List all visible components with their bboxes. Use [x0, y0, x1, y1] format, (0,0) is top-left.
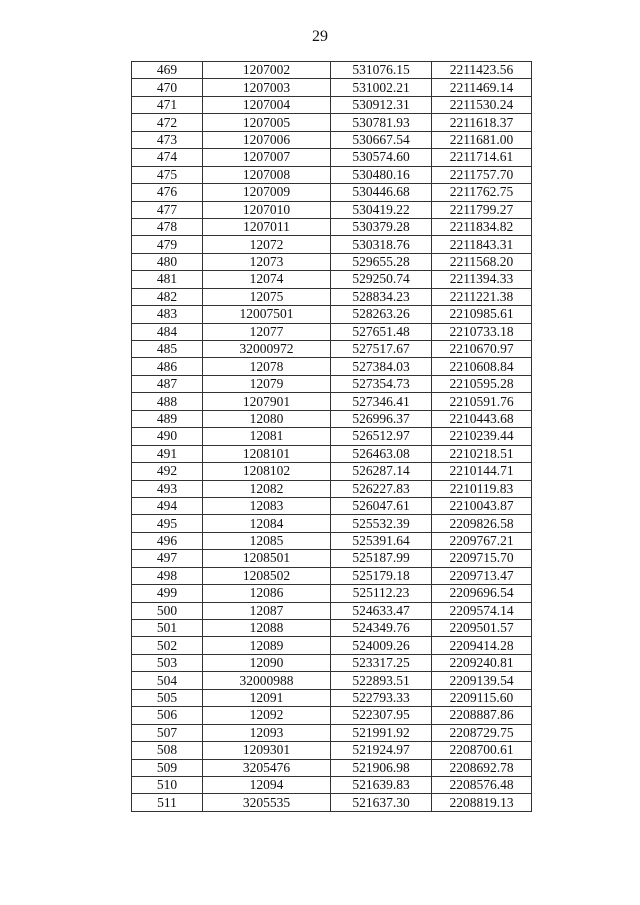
y-coordinate-cell: 2211762.75 [432, 184, 532, 201]
y-coordinate-cell: 2208819.13 [432, 794, 532, 811]
table-row [132, 689, 532, 706]
x-coordinate-cell: 526227.83 [331, 480, 432, 497]
table-row [132, 602, 532, 619]
point-id-cell: 12088 [203, 620, 331, 637]
table-row [132, 218, 532, 235]
table-row [132, 480, 532, 497]
page-number: 29 [312, 28, 328, 45]
table-row [132, 707, 532, 724]
point-id-cell: 12072 [203, 236, 331, 253]
table-row [132, 742, 532, 759]
table-row [132, 393, 532, 410]
x-coordinate-cell: 526512.97 [331, 428, 432, 445]
x-coordinate-cell: 526047.61 [331, 497, 432, 514]
point-id-cell: 12074 [203, 271, 331, 288]
point-id-cell: 1207010 [203, 201, 331, 218]
row-index-cell: 476 [132, 184, 203, 201]
x-coordinate-cell: 526463.08 [331, 445, 432, 462]
x-coordinate-cell: 524633.47 [331, 602, 432, 619]
x-coordinate-cell: 521906.98 [331, 759, 432, 776]
x-coordinate-cell: 527651.48 [331, 323, 432, 340]
x-coordinate-cell: 521639.83 [331, 776, 432, 793]
point-id-cell: 1207003 [203, 79, 331, 96]
x-coordinate-cell: 529250.74 [331, 271, 432, 288]
point-id-cell: 1207007 [203, 149, 331, 166]
y-coordinate-cell: 2211568.20 [432, 253, 532, 270]
table-row [132, 271, 532, 288]
row-index-cell: 481 [132, 271, 203, 288]
table-row [132, 236, 532, 253]
row-index-cell: 478 [132, 218, 203, 235]
point-id-cell: 12081 [203, 428, 331, 445]
point-id-cell: 12073 [203, 253, 331, 270]
row-index-cell: 482 [132, 288, 203, 305]
y-coordinate-cell: 2210733.18 [432, 323, 532, 340]
table-row [132, 637, 532, 654]
y-coordinate-cell: 2211799.27 [432, 201, 532, 218]
x-coordinate-cell: 525532.39 [331, 515, 432, 532]
row-index-cell: 496 [132, 532, 203, 549]
y-coordinate-cell: 2209139.54 [432, 672, 532, 689]
table-row [132, 794, 532, 811]
point-id-cell: 12093 [203, 724, 331, 741]
table-row [132, 410, 532, 427]
y-coordinate-cell: 2211530.24 [432, 96, 532, 113]
x-coordinate-cell: 523317.25 [331, 654, 432, 671]
x-coordinate-cell: 528263.26 [331, 306, 432, 323]
table-row [132, 114, 532, 131]
row-index-cell: 471 [132, 96, 203, 113]
y-coordinate-cell: 2209696.54 [432, 585, 532, 602]
table-row [132, 306, 532, 323]
y-coordinate-cell: 2210239.44 [432, 428, 532, 445]
table-row [132, 288, 532, 305]
table-row [132, 532, 532, 549]
point-id-cell: 1207004 [203, 96, 331, 113]
row-index-cell: 484 [132, 323, 203, 340]
y-coordinate-cell: 2209115.60 [432, 689, 532, 706]
x-coordinate-cell: 530419.22 [331, 201, 432, 218]
table-row [132, 341, 532, 358]
point-id-cell: 12089 [203, 637, 331, 654]
y-coordinate-cell: 2209414.28 [432, 637, 532, 654]
y-coordinate-cell: 2209574.14 [432, 602, 532, 619]
row-index-cell: 501 [132, 620, 203, 637]
point-id-cell: 1207901 [203, 393, 331, 410]
x-coordinate-cell: 521924.97 [331, 742, 432, 759]
y-coordinate-cell: 2210670.97 [432, 341, 532, 358]
table-row [132, 654, 532, 671]
x-coordinate-cell: 530480.16 [331, 166, 432, 183]
y-coordinate-cell: 2208887.86 [432, 707, 532, 724]
table-body [132, 62, 532, 812]
row-index-cell: 490 [132, 428, 203, 445]
point-id-cell: 12090 [203, 654, 331, 671]
row-index-cell: 486 [132, 358, 203, 375]
row-index-cell: 491 [132, 445, 203, 462]
table-row [132, 62, 532, 79]
point-id-cell: 12086 [203, 585, 331, 602]
y-coordinate-cell: 2210443.68 [432, 410, 532, 427]
point-id-cell: 1208101 [203, 445, 331, 462]
y-coordinate-cell: 2211714.61 [432, 149, 532, 166]
table-row [132, 428, 532, 445]
row-index-cell: 494 [132, 497, 203, 514]
row-index-cell: 511 [132, 794, 203, 811]
point-id-cell: 32000972 [203, 341, 331, 358]
point-id-cell: 12082 [203, 480, 331, 497]
x-coordinate-cell: 531076.15 [331, 62, 432, 79]
x-coordinate-cell: 530318.76 [331, 236, 432, 253]
table-row [132, 550, 532, 567]
point-id-cell: 1207002 [203, 62, 331, 79]
row-index-cell: 498 [132, 567, 203, 584]
row-index-cell: 485 [132, 341, 203, 358]
row-index-cell: 504 [132, 672, 203, 689]
row-index-cell: 483 [132, 306, 203, 323]
row-index-cell: 492 [132, 463, 203, 480]
row-index-cell: 470 [132, 79, 203, 96]
x-coordinate-cell: 524349.76 [331, 620, 432, 637]
table-row [132, 497, 532, 514]
point-id-cell: 1207011 [203, 218, 331, 235]
table-row [132, 201, 532, 218]
row-index-cell: 495 [132, 515, 203, 532]
point-id-cell: 12084 [203, 515, 331, 532]
point-id-cell: 12091 [203, 689, 331, 706]
table-row [132, 585, 532, 602]
point-id-cell: 12079 [203, 375, 331, 392]
row-index-cell: 475 [132, 166, 203, 183]
row-index-cell: 500 [132, 602, 203, 619]
point-id-cell: 1207005 [203, 114, 331, 131]
point-id-cell: 12078 [203, 358, 331, 375]
row-index-cell: 493 [132, 480, 203, 497]
x-coordinate-cell: 525187.99 [331, 550, 432, 567]
y-coordinate-cell: 2209501.57 [432, 620, 532, 637]
table-row [132, 759, 532, 776]
row-index-cell: 469 [132, 62, 203, 79]
row-index-cell: 487 [132, 375, 203, 392]
y-coordinate-cell: 2210218.51 [432, 445, 532, 462]
x-coordinate-cell: 530379.28 [331, 218, 432, 235]
point-id-cell: 1207006 [203, 131, 331, 148]
point-id-cell: 1208501 [203, 550, 331, 567]
x-coordinate-cell: 527346.41 [331, 393, 432, 410]
y-coordinate-cell: 2211423.56 [432, 62, 532, 79]
table-row [132, 515, 532, 532]
x-coordinate-cell: 525179.18 [331, 567, 432, 584]
y-coordinate-cell: 2208692.78 [432, 759, 532, 776]
y-coordinate-cell: 2210595.28 [432, 375, 532, 392]
table-row [132, 149, 532, 166]
row-index-cell: 480 [132, 253, 203, 270]
table-row [132, 253, 532, 270]
x-coordinate-cell: 525391.64 [331, 532, 432, 549]
row-index-cell: 507 [132, 724, 203, 741]
x-coordinate-cell: 527384.03 [331, 358, 432, 375]
row-index-cell: 505 [132, 689, 203, 706]
y-coordinate-cell: 2209713.47 [432, 567, 532, 584]
x-coordinate-cell: 526287.14 [331, 463, 432, 480]
x-coordinate-cell: 530912.31 [331, 96, 432, 113]
table-row [132, 463, 532, 480]
y-coordinate-cell: 2209240.81 [432, 654, 532, 671]
x-coordinate-cell: 524009.26 [331, 637, 432, 654]
x-coordinate-cell: 527517.67 [331, 341, 432, 358]
y-coordinate-cell: 2211757.70 [432, 166, 532, 183]
y-coordinate-cell: 2211618.37 [432, 114, 532, 131]
point-id-cell: 32000988 [203, 672, 331, 689]
point-id-cell: 12007501 [203, 306, 331, 323]
point-id-cell: 12085 [203, 532, 331, 549]
point-id-cell: 3205476 [203, 759, 331, 776]
x-coordinate-cell: 527354.73 [331, 375, 432, 392]
table-row [132, 776, 532, 793]
point-id-cell: 12087 [203, 602, 331, 619]
row-index-cell: 497 [132, 550, 203, 567]
row-index-cell: 479 [132, 236, 203, 253]
point-id-cell: 1208102 [203, 463, 331, 480]
row-index-cell: 474 [132, 149, 203, 166]
table-row [132, 567, 532, 584]
point-id-cell: 12092 [203, 707, 331, 724]
point-id-cell: 12094 [203, 776, 331, 793]
point-id-cell: 1208502 [203, 567, 331, 584]
x-coordinate-cell: 522893.51 [331, 672, 432, 689]
row-index-cell: 509 [132, 759, 203, 776]
table-row [132, 184, 532, 201]
row-index-cell: 473 [132, 131, 203, 148]
table-row [132, 323, 532, 340]
point-id-cell: 3205535 [203, 794, 331, 811]
y-coordinate-cell: 2211834.82 [432, 218, 532, 235]
y-coordinate-cell: 2210043.87 [432, 497, 532, 514]
table-row [132, 445, 532, 462]
point-id-cell: 1209301 [203, 742, 331, 759]
y-coordinate-cell: 2211681.00 [432, 131, 532, 148]
x-coordinate-cell: 530574.60 [331, 149, 432, 166]
y-coordinate-cell: 2210591.76 [432, 393, 532, 410]
y-coordinate-cell: 2211843.31 [432, 236, 532, 253]
table-row [132, 131, 532, 148]
y-coordinate-cell: 2209715.70 [432, 550, 532, 567]
x-coordinate-cell: 522793.33 [331, 689, 432, 706]
y-coordinate-cell: 2211394.33 [432, 271, 532, 288]
y-coordinate-cell: 2210985.61 [432, 306, 532, 323]
y-coordinate-cell: 2211221.38 [432, 288, 532, 305]
point-id-cell: 12075 [203, 288, 331, 305]
table-row [132, 375, 532, 392]
row-index-cell: 502 [132, 637, 203, 654]
point-id-cell: 12077 [203, 323, 331, 340]
x-coordinate-cell: 531002.21 [331, 79, 432, 96]
table-row [132, 358, 532, 375]
point-id-cell: 12080 [203, 410, 331, 427]
x-coordinate-cell: 530667.54 [331, 131, 432, 148]
x-coordinate-cell: 530781.93 [331, 114, 432, 131]
point-id-cell: 1207009 [203, 184, 331, 201]
row-index-cell: 506 [132, 707, 203, 724]
x-coordinate-cell: 529655.28 [331, 253, 432, 270]
coordinates-table [131, 61, 532, 812]
row-index-cell: 499 [132, 585, 203, 602]
table-row [132, 724, 532, 741]
y-coordinate-cell: 2209826.58 [432, 515, 532, 532]
row-index-cell: 477 [132, 201, 203, 218]
table-row [132, 96, 532, 113]
y-coordinate-cell: 2210144.71 [432, 463, 532, 480]
x-coordinate-cell: 521991.92 [331, 724, 432, 741]
table-row [132, 79, 532, 96]
y-coordinate-cell: 2209767.21 [432, 532, 532, 549]
row-index-cell: 472 [132, 114, 203, 131]
x-coordinate-cell: 525112.23 [331, 585, 432, 602]
row-index-cell: 488 [132, 393, 203, 410]
x-coordinate-cell: 528834.23 [331, 288, 432, 305]
x-coordinate-cell: 521637.30 [331, 794, 432, 811]
row-index-cell: 503 [132, 654, 203, 671]
point-id-cell: 1207008 [203, 166, 331, 183]
row-index-cell: 489 [132, 410, 203, 427]
y-coordinate-cell: 2211469.14 [432, 79, 532, 96]
y-coordinate-cell: 2208700.61 [432, 742, 532, 759]
x-coordinate-cell: 522307.95 [331, 707, 432, 724]
table-row [132, 620, 532, 637]
x-coordinate-cell: 530446.68 [331, 184, 432, 201]
table-row [132, 672, 532, 689]
table-row [132, 166, 532, 183]
point-id-cell: 12083 [203, 497, 331, 514]
x-coordinate-cell: 526996.37 [331, 410, 432, 427]
y-coordinate-cell: 2210608.84 [432, 358, 532, 375]
y-coordinate-cell: 2210119.83 [432, 480, 532, 497]
y-coordinate-cell: 2208576.48 [432, 776, 532, 793]
row-index-cell: 508 [132, 742, 203, 759]
y-coordinate-cell: 2208729.75 [432, 724, 532, 741]
row-index-cell: 510 [132, 776, 203, 793]
